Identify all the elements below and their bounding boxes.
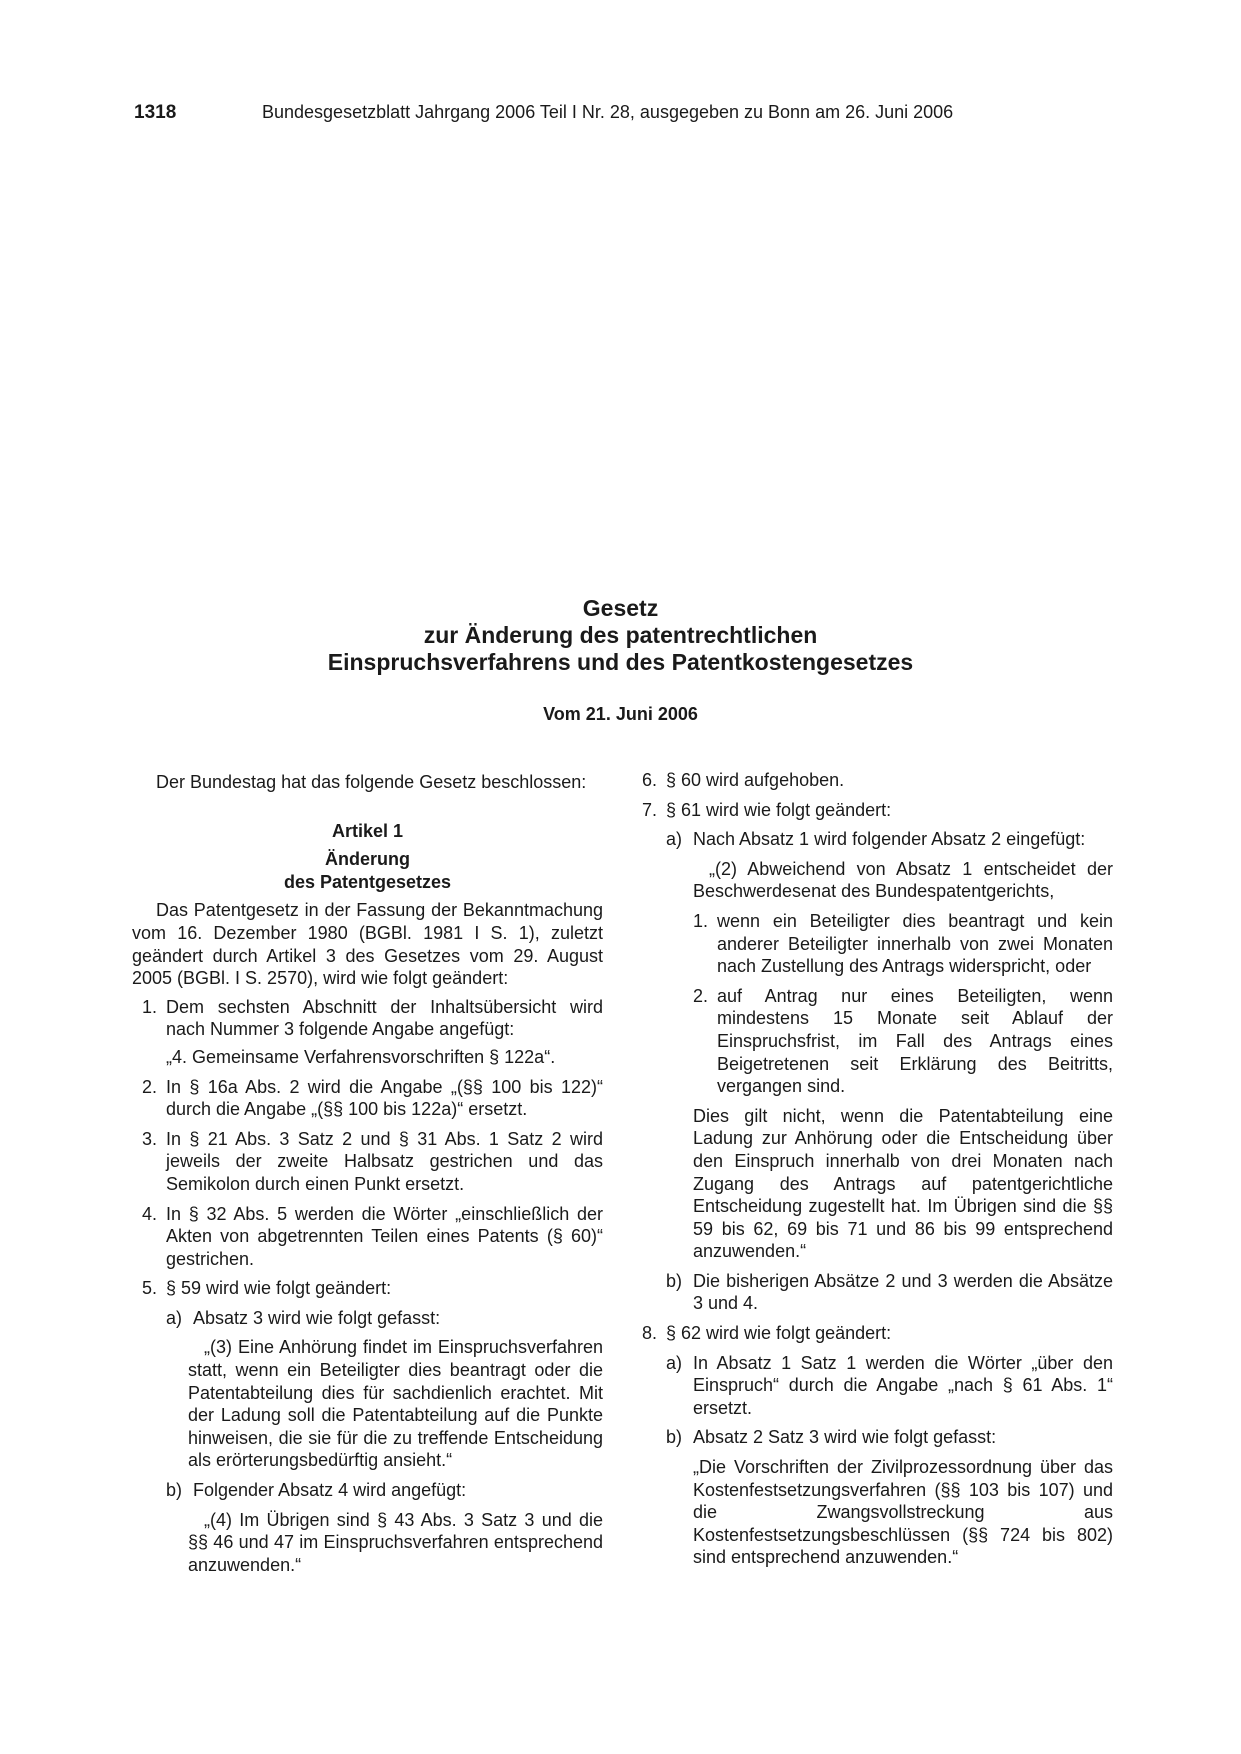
quoted-text: „(2) Abweichend von Absatz 1 entscheidet der Beschwerdesenat des Bundespatentgerichts,: [693, 858, 1113, 902]
item-text: § 59 wird wie folgt geändert:: [166, 1278, 392, 1299]
item-text: § 62 wird wie folgt geändert:: [666, 1323, 892, 1344]
sub-item-5b: [166, 1479, 603, 1502]
quoted-text-continuation: Dies gilt nicht, wenn die Patentabteilung eine Ladung zur Anhörung oder die Entscheidung über den Einspruch innerhalb von drei Monaten nach Zugang des Antrags auf patentgerichtliche Entscheidung zugestellt hat. Im Übrigen sind die §§ 59 bis 62, 69 bis 71 und 86 bis 99 entsprechend anzuwenden.“: [693, 1105, 1113, 1262]
item-number: 8.: [642, 1323, 658, 1344]
quoted-text: „(3) Eine Anhörung findet im Einspruchsverfahren statt, wenn ein Beteiligter dies beantragt oder die Patentabteilung dies für sachdienlich erachtet. Mit der Ladung soll die Patentabteilung auf die Punkte hinweisen, die sie für die zu treffende Entscheidung als erörterungsbedürftig ansieht.“: [188, 1337, 603, 1471]
quoted-list-item-2: [693, 985, 1113, 1098]
running-header: [134, 100, 1141, 125]
sub-item-text: Absatz 2 Satz 3 wird wie folgt gefasst:: [693, 1427, 997, 1448]
item-number: 4.: [142, 1203, 158, 1224]
quoted-text: „4. Gemeinsame Verfahrensvorschriften § 122a“.: [166, 1046, 556, 1067]
sub-item-letter: b): [666, 1270, 683, 1291]
item-text: § 60 wird aufgehoben.: [666, 770, 845, 790]
enacting-clause: Der Bundestag hat das folgende Gesetz beschlossen:: [156, 772, 587, 792]
sub-item-7a: [666, 828, 1113, 851]
item-text: In § 21 Abs. 3 Satz 2 und § 31 Abs. 1 Satz 2 wird jeweils der zweite Halbsatz gestrichen und das Semikolon durch einen Punkt ersetzt.: [166, 1128, 603, 1194]
page-number: 1318: [134, 102, 177, 123]
item-number: 1.: [142, 996, 158, 1017]
sub-item-letter: a): [166, 1307, 183, 1328]
list-text: wenn ein Beteiligter dies beantragt und kein anderer Beteiligter innerhalb von zwei Monaten nach Zustellung des Antrags widerspricht, oder: [717, 910, 1113, 977]
sub-item-text: Absatz 3 wird wie folgt gefasst:: [193, 1307, 441, 1328]
amendment-item-1: [142, 996, 603, 1041]
sub-item-8a: [666, 1352, 1113, 1420]
amendment-item-3: [142, 1128, 603, 1196]
sub-item-text: Nach Absatz 1 wird folgender Absatz 2 eingefügt:: [693, 829, 1086, 850]
right-column: [642, 769, 1113, 1576]
sub-item-letter: b): [666, 1427, 683, 1448]
running-title: Bundesgesetzblatt Jahrgang 2006 Teil I Nr. 28, ausgegeben zu Bonn am 26. Juni 2006: [262, 102, 954, 122]
amendment-item-4: [142, 1203, 603, 1271]
law-title-block: [0, 595, 1241, 726]
article-title-line-1: Änderung: [325, 849, 410, 870]
quoted-list-item-1: [693, 910, 1113, 978]
sub-item-text: In Absatz 1 Satz 1 werden die Wörter „über den Einspruch“ durch die Angabe „nach § 61 Abs. 1“ ersetzt.: [693, 1352, 1113, 1418]
left-column: [132, 771, 603, 1583]
sub-item-text: Folgender Absatz 4 wird angefügt:: [193, 1480, 467, 1501]
list-number: 2.: [693, 985, 709, 1006]
quoted-text: „(4) Im Übrigen sind § 43 Abs. 3 Satz 3 und die §§ 46 und 47 im Einspruchsverfahren entsprechend anzuwenden.“: [188, 1509, 603, 1575]
amendment-item-7: [642, 799, 1113, 822]
item-number: 3.: [142, 1128, 158, 1149]
item-text: § 61 wird wie folgt geändert:: [666, 799, 892, 820]
amendment-item-8: [642, 1322, 1113, 1345]
amendment-item-6: [642, 769, 1113, 792]
article-preamble: Das Patentgesetz in der Fassung der Bekanntmachung vom 16. Dezember 1980 (BGBl. 1981 I S. 1), zuletzt geändert durch Artikel 3 des Gesetzes vom 29. August 2005 (BGBl. I S. 2570), wird wie folgt geändert:: [132, 900, 603, 989]
item-number: 7.: [642, 799, 658, 820]
item-text: Dem sechsten Abschnitt der Inhaltsübersicht wird nach Nummer 3 folgende Angabe angefügt:: [166, 996, 603, 1040]
item-number: 5.: [142, 1278, 158, 1299]
sub-item-text: Die bisherigen Absätze 2 und 3 werden die Absätze 3 und 4.: [693, 1270, 1113, 1314]
quoted-text: „Die Vorschriften der Zivilprozessordnung über das Kostenfestsetzungsverfahren (§§ 103 bis 107) und die Zwangsvollstreckung aus Kostenfestsetzungsbeschlüssen (§§ 724 bis 802) sind entsprechend anzuwenden.“: [693, 1457, 1113, 1568]
law-date: Vom 21. Juni 2006: [543, 704, 698, 724]
item-number: 2.: [142, 1076, 158, 1097]
law-title-line-3: Einspruchsverfahrens und des Patentkostengesetzes: [327, 649, 914, 675]
sub-item-5a: [166, 1307, 603, 1330]
sub-item-7b: [666, 1270, 1113, 1315]
list-number: 1.: [693, 910, 709, 931]
sub-item-letter: a): [666, 1352, 683, 1373]
item-number: 6.: [642, 770, 658, 790]
list-text: auf Antrag nur eines Beteiligten, wenn mindestens 15 Monate seit Ablauf der Einspruchsfrist, im Fall des Antrags eines Beigetretenen seit Erklärung des Beitritts, vergangen sind.: [717, 985, 1113, 1097]
sub-item-letter: b): [166, 1480, 183, 1501]
item-text: In § 16a Abs. 2 wird die Angabe „(§§ 100 bis 122)“ durch die Angabe „(§§ 100 bis 122a)“ ersetzt.: [166, 1076, 603, 1120]
item-text: In § 32 Abs. 5 werden die Wörter „einschließlich der Akten von abgetrennten Teilen eines Patents (§ 60)“ gestrichen.: [166, 1203, 603, 1269]
article-heading: Artikel 1: [331, 820, 404, 841]
amendment-item-5: [142, 1277, 603, 1300]
article-title-line-2: des Patentgesetzes: [283, 871, 452, 892]
law-title-line-1: Gesetz: [582, 595, 659, 621]
sub-item-letter: a): [666, 829, 683, 850]
law-title-line-2: zur Änderung des patentrechtlichen: [423, 622, 818, 648]
amendment-item-2: [142, 1076, 603, 1121]
sub-item-8b: [666, 1426, 1113, 1449]
